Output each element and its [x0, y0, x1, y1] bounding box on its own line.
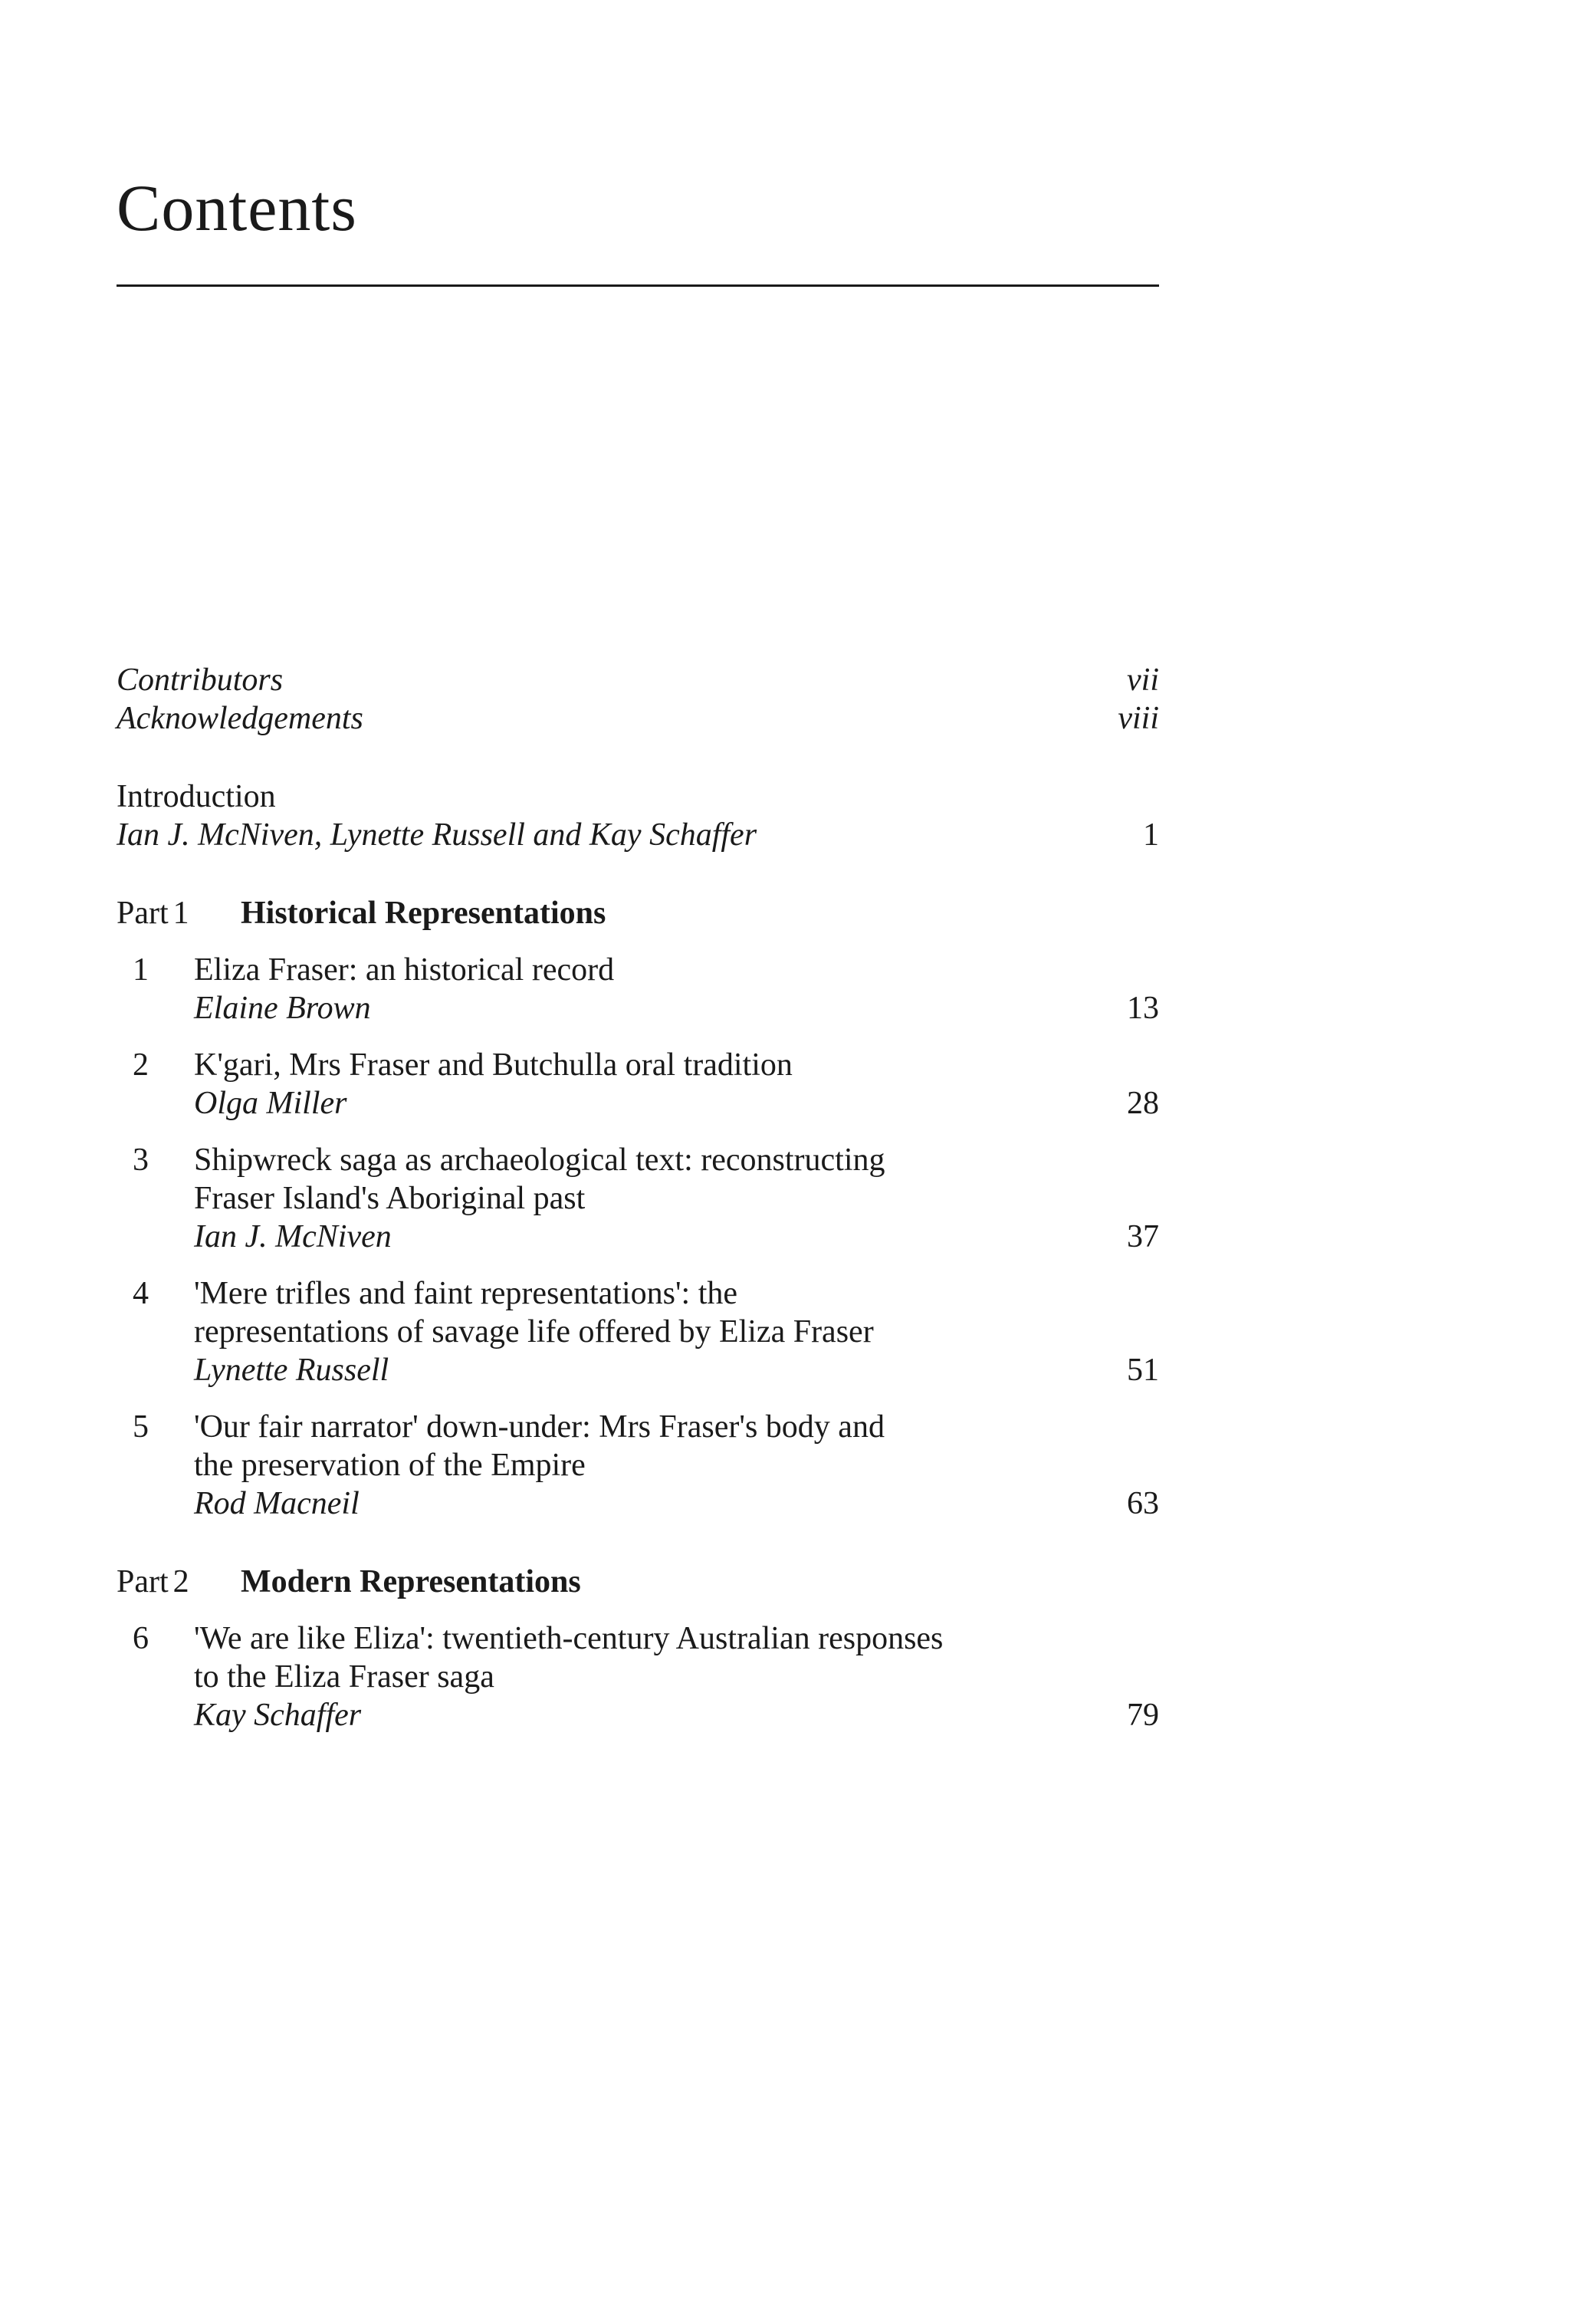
chapter-number: 1: [133, 952, 149, 988]
chapter-number: 2: [133, 1047, 149, 1083]
chapter-author: Rod Macneil: [194, 1486, 360, 1521]
chapter-title-line: Fraser Island's Aboriginal past: [194, 1181, 586, 1216]
toc-entry-contributors[interactable]: [117, 661, 1159, 699]
part-label: Part: [117, 1564, 169, 1599]
chapter-title-line: Eliza Fraser: an historical record: [194, 952, 615, 988]
entry-page-number: 28: [1127, 1086, 1159, 1121]
entry-page-number: 37: [1127, 1219, 1159, 1254]
chapter-title-line: 'Our fair narrator' down-under: Mrs Fraser's body and: [194, 1409, 885, 1445]
entry-page-number: 1: [1143, 817, 1159, 853]
entry-title: Acknowledgements: [117, 701, 363, 736]
part-title: Modern Representations: [241, 1564, 581, 1599]
entry-title: Introduction: [117, 779, 276, 814]
toc-entry-acknowledgements[interactable]: [117, 699, 1159, 738]
chapter-number: 4: [133, 1276, 149, 1311]
chapter-number: 3: [133, 1142, 149, 1178]
chapter-title-line: K'gari, Mrs Fraser and Butchulla oral tradition: [194, 1047, 793, 1083]
entry-page-number: viii: [1118, 701, 1159, 736]
chapter-author: Elaine Brown: [194, 991, 371, 1026]
part-title: Historical Representations: [241, 896, 606, 931]
part-heading-1: [117, 894, 1159, 932]
part-number: 2: [172, 1564, 189, 1599]
entry-page-number: 51: [1127, 1353, 1159, 1388]
toc-entry-chapter-5[interactable]: [117, 1408, 1159, 1523]
entry-title: Contributors: [117, 662, 284, 698]
entry-page-number: vii: [1127, 662, 1159, 698]
chapter-title-line: representations of savage life offered by Eliza Fraser: [194, 1314, 874, 1350]
chapter-number: 6: [133, 1621, 149, 1656]
entry-page-number: 79: [1127, 1698, 1159, 1733]
chapter-author: Lynette Russell: [194, 1353, 389, 1388]
chapter-author: Kay Schaffer: [194, 1698, 362, 1733]
part-number: 1: [172, 896, 189, 931]
chapter-title-line: to the Eliza Fraser saga: [194, 1659, 494, 1695]
chapter-number: 5: [133, 1409, 149, 1445]
toc-entry-chapter-3[interactable]: [117, 1141, 1159, 1256]
toc-entry-chapter-6[interactable]: [117, 1619, 1159, 1734]
toc-entry-chapter-2[interactable]: [117, 1046, 1159, 1123]
part-heading-2: [117, 1563, 1159, 1601]
entry-authors: Ian J. McNiven, Lynette Russell and Kay Schaffer: [117, 817, 757, 853]
page-title: Contents: [117, 171, 357, 245]
entry-page-number: 13: [1127, 991, 1159, 1026]
title-divider: [117, 284, 1159, 287]
chapter-title-line: 'Mere trifles and faint representations': the: [194, 1276, 738, 1311]
table-of-contents: [117, 661, 1159, 1734]
chapter-author: Olga Miller: [194, 1086, 347, 1121]
chapter-author: Ian J. McNiven: [194, 1219, 392, 1254]
toc-entry-introduction[interactable]: [117, 778, 1159, 854]
entry-page-number: 63: [1127, 1486, 1159, 1521]
part-label: Part: [117, 896, 169, 931]
toc-entry-chapter-4[interactable]: [117, 1274, 1159, 1389]
toc-entry-chapter-1[interactable]: [117, 951, 1159, 1027]
chapter-title-line: Shipwreck saga as archaeological text: reconstructing: [194, 1142, 885, 1178]
chapter-title-line: the preservation of the Empire: [194, 1448, 586, 1483]
chapter-title-line: 'We are like Eliza': twentieth-century Australian responses: [194, 1621, 944, 1656]
